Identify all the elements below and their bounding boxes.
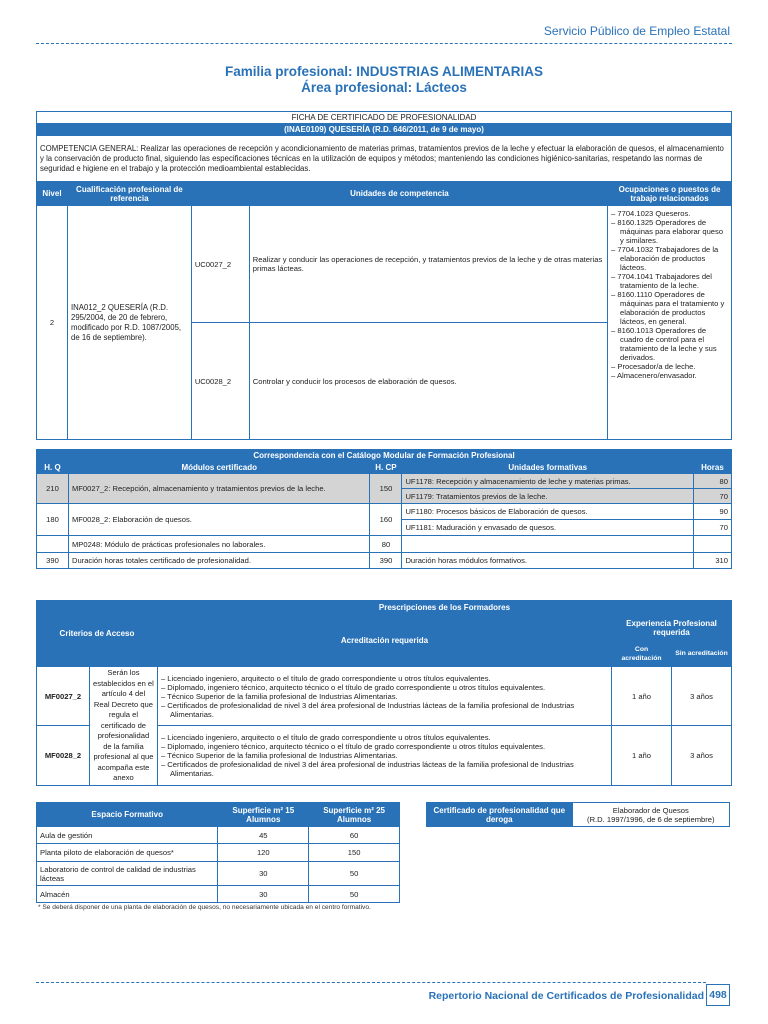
page-title bbox=[0, 64, 768, 96]
hq-value: 180 bbox=[37, 504, 69, 536]
col-unidades: Unidades de competencia bbox=[191, 182, 607, 206]
espacio-name: Aula de gestión bbox=[37, 827, 218, 844]
criterios-nota: Serán los establecidos en el artículo 4 del Real Decreto que regula el certificado de profesionalidad de la familia profesional al que acompaña este anexo bbox=[89, 667, 157, 786]
ocupacion-item: – 7704.1032 Trabajadores de la elaboración de productos lácteos. bbox=[611, 245, 728, 272]
acreditacion-list bbox=[161, 733, 608, 778]
footer-title: Repertorio Nacional de Certificados de Profesionalidad bbox=[428, 990, 704, 1002]
deroga-name: Elaborador de Quesos bbox=[612, 805, 689, 815]
con-value: 1 año bbox=[612, 726, 672, 785]
total-label: Duración horas totales certificado de profesionalidad. bbox=[68, 553, 370, 569]
ocupacion-item: – 8160.1325 Operadores de máquinas para elaborar queso y similares. bbox=[611, 218, 728, 245]
s25-value: 50 bbox=[309, 886, 400, 903]
sin-value: 3 años bbox=[672, 667, 732, 726]
footer-divider bbox=[36, 982, 706, 983]
correspondencia-title: Correspondencia con el Catálogo Modular de Formación Profesional bbox=[37, 450, 732, 462]
total-horas: 310 bbox=[693, 553, 731, 569]
ocupacion-item: – Procesador/a de leche. bbox=[611, 362, 728, 371]
acreditacion-item: – Licenciado ingeniero, arquitecto o el título de grado correspondiente u otros títulos equivalentes. bbox=[161, 733, 608, 742]
uf-horas: 80 bbox=[693, 474, 731, 489]
col-s15: Superficie m² 15 Alumnos bbox=[218, 803, 309, 827]
family-title: Familia profesional: INDUSTRIAS ALIMENTARIAS bbox=[224, 64, 544, 79]
s15-value: 30 bbox=[218, 886, 309, 903]
hcp-value: 150 bbox=[370, 474, 402, 504]
deroga-rd: (R.D. 1997/1996, de 6 de septiembre) bbox=[587, 814, 715, 824]
correspondencia-table bbox=[36, 449, 732, 569]
acreditacion-list bbox=[161, 674, 608, 719]
unit-code: UC0027_2 bbox=[191, 206, 249, 323]
criterios-header: Criterios de Acceso bbox=[37, 601, 158, 667]
practicas-modulo: MP0248: Módulo de prácticas profesionales no laborales. bbox=[68, 536, 370, 553]
con-acreditacion-header: Con acreditación bbox=[612, 641, 672, 667]
acreditacion-item: – Licenciado ingeniero, arquitecto o el título de grado correspondiente u otros títulos equivalentes. bbox=[161, 674, 608, 683]
total-uf-label: Duración horas módulos formativos. bbox=[402, 553, 694, 569]
espacios-table bbox=[36, 802, 400, 903]
col-hq: H. Q bbox=[37, 462, 69, 474]
modulo-name: MF0027_2: Recepción, almacenamiento y tratamientos previos de la leche. bbox=[68, 474, 370, 504]
acreditacion-item: – Diplomado, ingeniero técnico, arquitecto técnico o el título de grado correspondiente u otros títulos equivalentes. bbox=[161, 742, 608, 751]
uf-horas: 70 bbox=[693, 489, 731, 504]
formadores-table bbox=[36, 600, 732, 786]
col-nivel: Nivel bbox=[37, 182, 68, 206]
acreditacion-item: – Técnico Superior de la familia profesional de Industrias Alimentarias. bbox=[161, 751, 608, 760]
ficha-table bbox=[36, 111, 732, 440]
col-hcp: H. CP bbox=[370, 462, 402, 474]
ocupacion-item: – 7704.1041 Trabajadores del tratamiento de la leche. bbox=[611, 272, 728, 290]
espacio-name: Almacén bbox=[37, 886, 218, 903]
uf-name: UF1180: Procesos básicos de Elaboración de quesos. bbox=[402, 504, 694, 520]
acreditacion-header: Acreditación requerida bbox=[157, 615, 611, 667]
s15-value: 45 bbox=[218, 827, 309, 844]
competencia-general: COMPETENCIA GENERAL: Realizar las operaciones de recepción y acondicionamiento de materias primas, tratamientos previos de la leche y efectuar la elaboración de quesos, el almacenamiento y la conservación de producto final, siguiendo las especificaciones técnicas en la utilización de equipos y métodos; manteniendo las condiciones higiénico-sanitarias, respetando las normas de seguridad e higiene en el trabajo y la protección medioambiental establecidas. bbox=[37, 136, 732, 182]
nivel-value: 2 bbox=[37, 206, 68, 440]
col-modulos: Módulos certificado bbox=[68, 462, 370, 474]
total-hq: 390 bbox=[37, 553, 69, 569]
acreditacion-item: – Certificados de profesionalidad de nivel 3 del área profesional de Industrias lácteas de la familia profesional de Industrias Alimentarias. bbox=[161, 701, 608, 719]
service-title: Servicio Público de Empleo Estatal bbox=[543, 24, 730, 38]
hcp-value: 160 bbox=[370, 504, 402, 536]
sin-acreditacion-header: Sin acreditación bbox=[672, 641, 732, 667]
s25-value: 60 bbox=[309, 827, 400, 844]
unit-code: UC0028_2 bbox=[191, 323, 249, 440]
ocupacion-item: – 8160.1013 Operadores de cuadro de control para el tratamiento de la leche y sus derivados. bbox=[611, 326, 728, 362]
ficha-code: (INAE0109) QUESERÍA (R.D. 646/2011, de 9 de mayo) bbox=[37, 124, 732, 136]
ocupaciones-list bbox=[611, 209, 728, 380]
modulo-name: MF0028_2: Elaboración de quesos. bbox=[68, 504, 370, 536]
acreditacion-item: – Certificados de profesionalidad de nivel 3 del área profesional de industrias lácteas de la familia profesional de Industrias Alimentarias. bbox=[161, 760, 608, 778]
cualificacion-value: INA012_2 QUESERÍA (R.D. 295/2004, de 20 de febrero, modificado por R.D. 1087/2005, de 16 de septiembre). bbox=[67, 206, 191, 440]
ocupacion-item: – Almacenero/envasador. bbox=[611, 371, 728, 380]
col-uf: Unidades formativas bbox=[402, 462, 694, 474]
espacio-name: Laboratorio de control de calidad de industrias lácteas bbox=[37, 862, 218, 886]
ocupacion-item: – 8160.1110 Operadores de máquinas para el tratamiento y elaboración de productos lácteos, en general. bbox=[611, 290, 728, 326]
acreditacion-item: – Técnico Superior de la familia profesional de Industrias Alimentarias. bbox=[161, 692, 608, 701]
s15-value: 120 bbox=[218, 844, 309, 862]
s25-value: 50 bbox=[309, 862, 400, 886]
practicas-hcp: 80 bbox=[370, 536, 402, 553]
header-divider bbox=[36, 43, 732, 44]
modulo-code: MF0027_2 bbox=[37, 667, 90, 726]
page-number: 498 bbox=[706, 984, 730, 1006]
deroga-header: Certificado de profesionalidad que deroga bbox=[427, 803, 573, 827]
unit-text: Controlar y conducir los procesos de elaboración de quesos. bbox=[249, 323, 607, 440]
area-title: Área profesional: Lácteos bbox=[301, 80, 467, 95]
s25-value: 150 bbox=[309, 844, 400, 862]
experiencia-header: Experiencia Profesional requerida bbox=[612, 615, 732, 641]
acreditacion-item: – Diplomado, ingeniero técnico, arquitecto técnico o el título de grado correspondiente u otros títulos equivalentes. bbox=[161, 683, 608, 692]
uf-name: UF1179: Tratamientos previos de la leche. bbox=[402, 489, 694, 504]
col-espacio: Espacio Formativo bbox=[37, 803, 218, 827]
uf-horas: 90 bbox=[693, 504, 731, 520]
con-value: 1 año bbox=[612, 667, 672, 726]
uf-name: UF1181: Maduración y envasado de quesos. bbox=[402, 520, 694, 536]
prescripciones-header: Prescripciones de los Formadores bbox=[157, 601, 731, 615]
col-s25: Superficie m² 25 Alumnos bbox=[309, 803, 400, 827]
s15-value: 30 bbox=[218, 862, 309, 886]
total-hcp: 390 bbox=[370, 553, 402, 569]
sin-value: 3 años bbox=[672, 726, 732, 785]
uf-horas: 70 bbox=[693, 520, 731, 536]
deroga-table bbox=[426, 802, 730, 827]
col-horas: Horas bbox=[693, 462, 731, 474]
modulo-code: MF0028_2 bbox=[37, 726, 90, 785]
espacio-name: Planta piloto de elaboración de quesos* bbox=[37, 844, 218, 862]
unit-text: Realizar y conducir las operaciones de recepción, y tratamientos previos de la leche y de otras materias primas lácteas. bbox=[249, 206, 607, 323]
uf-name: UF1178: Recepción y almacenamiento de leche y materias primas. bbox=[402, 474, 694, 489]
espacios-footnote: * Se deberá disponer de una planta de elaboración de quesos, no necesariamente ubicada en el centro formativo. bbox=[38, 904, 371, 911]
hq-value: 210 bbox=[37, 474, 69, 504]
ficha-caption: FICHA DE CERTIFICADO DE PROFESIONALIDAD bbox=[37, 112, 732, 124]
col-ocupaciones: Ocupaciones o puestos de trabajo relacionados bbox=[608, 182, 732, 206]
col-cualificacion: Cualificación profesional de referencia bbox=[67, 182, 191, 206]
ocupacion-item: – 7704.1023 Queseros. bbox=[611, 209, 728, 218]
